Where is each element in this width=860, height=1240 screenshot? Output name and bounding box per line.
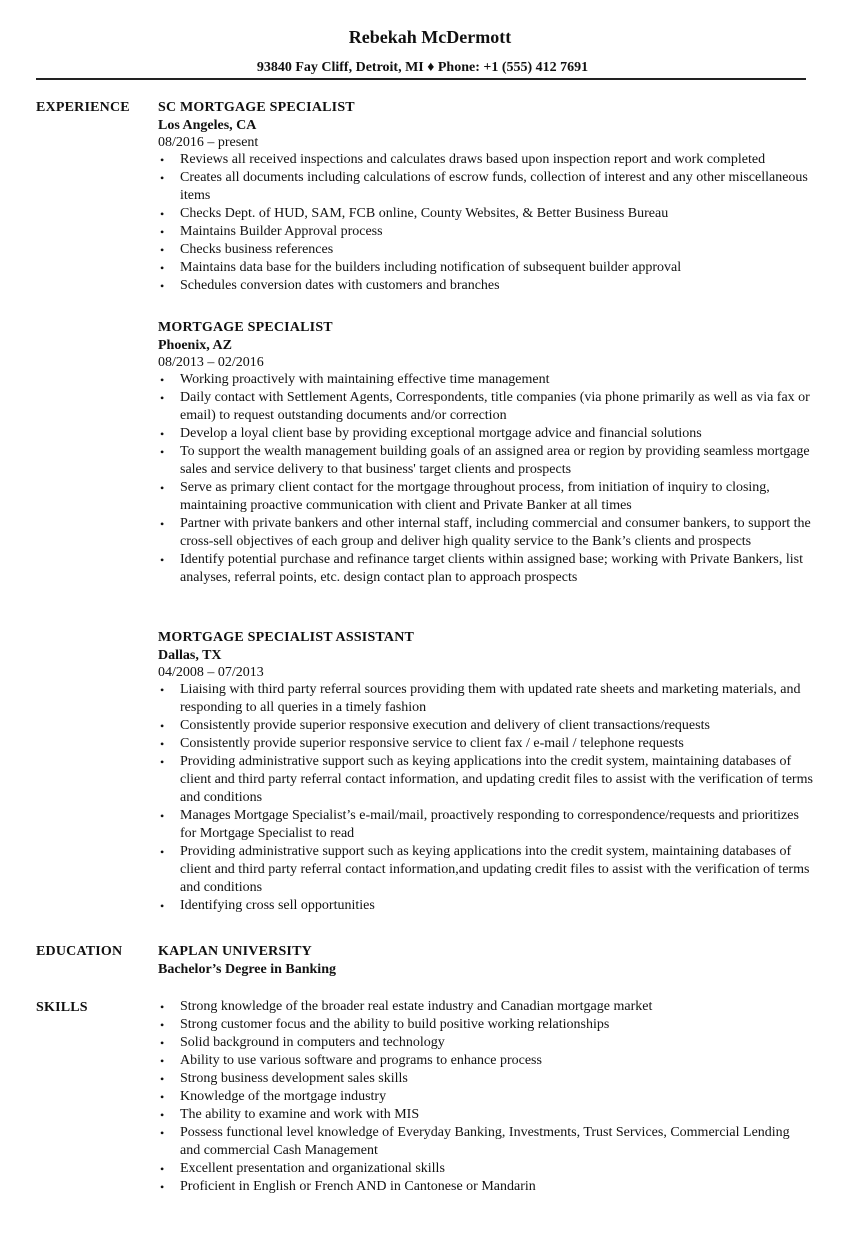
bullet-icon: •	[160, 391, 165, 405]
job-entry	[158, 629, 813, 915]
bullet-icon: •	[160, 207, 165, 221]
education-heading: EDUCATION	[36, 944, 123, 959]
list-item	[158, 753, 813, 807]
bullet-icon: •	[160, 1180, 165, 1194]
bullet-text: Manages Mortgage Specialist’s e-mail/mail, proactively responding to correspondence/requests and prioritizes for Mortgage Specialist to read	[180, 808, 799, 841]
list-item	[158, 515, 813, 551]
bullet-icon: •	[160, 1000, 165, 1014]
skills-list	[158, 998, 813, 1196]
list-item	[158, 1016, 813, 1034]
list-item	[158, 241, 813, 259]
list-item	[158, 1070, 813, 1088]
bullet-icon: •	[160, 1108, 165, 1122]
job-dates: 08/2013 – 02/2016	[158, 355, 264, 370]
list-item	[158, 1034, 813, 1052]
bullet-icon: •	[160, 243, 165, 257]
bullet-icon: •	[160, 845, 165, 859]
bullet-text: Ability to use various software and programs to enhance process	[180, 1053, 542, 1068]
bullet-text: Develop a loyal client base by providing exceptional mortgage advice and financial solutions	[180, 426, 702, 441]
bullet-icon: •	[160, 1126, 165, 1140]
bullet-text: Maintains Builder Approval process	[180, 224, 383, 239]
experience-heading: EXPERIENCE	[36, 100, 130, 115]
list-item	[158, 169, 813, 205]
list-item	[158, 717, 813, 735]
bullet-text: Reviews all received inspections and calculates draws based upon inspection report and work completed	[180, 152, 766, 167]
candidate-name: Rebekah McDermott	[348, 27, 512, 47]
bullet-text: Strong customer focus and the ability to build positive working relationships	[180, 1017, 610, 1032]
list-item	[158, 1178, 813, 1196]
bullet-icon: •	[160, 755, 165, 769]
bullet-icon: •	[160, 373, 165, 387]
bullet-text: Identify potential purchase and refinance target clients within assigned base; working with Private Bankers, list analyses, referral points, etc. design contact plan to approach prospects	[180, 552, 803, 585]
job-entry	[158, 99, 813, 295]
bullet-icon: •	[160, 737, 165, 751]
bullet-icon: •	[160, 1054, 165, 1068]
bullet-icon: •	[160, 719, 165, 733]
bullet-text: Identifying cross sell opportunities	[180, 898, 375, 913]
list-item	[158, 1124, 813, 1160]
bullet-text: Liaising with third party referral sources providing them with updated rate sheets and marketing materials, and responding to all queries in a timely fashion	[180, 682, 801, 715]
bullet-text: Providing administrative support such as keying applications into the credit system, maintaining databases of client and third party referral contact information,and updating credit files to assist with the verification of terms and conditions	[180, 844, 810, 895]
bullet-icon: •	[160, 1162, 165, 1176]
bullet-icon: •	[160, 553, 165, 567]
bullet-text: Checks Dept. of HUD, SAM, FCB online, County Websites, & Better Business Bureau	[180, 206, 669, 221]
bullet-icon: •	[160, 153, 165, 167]
education-entry	[158, 943, 813, 979]
bullet-text: Checks business references	[180, 242, 334, 257]
job-title: SC MORTGAGE SPECIALIST	[158, 100, 355, 115]
list-item	[158, 843, 813, 897]
job-location: Phoenix, AZ	[158, 338, 232, 353]
bullet-text: Working proactively with maintaining effective time management	[180, 372, 550, 387]
list-item	[158, 897, 813, 915]
bullet-icon: •	[160, 225, 165, 239]
bullet-text: Strong knowledge of the broader real estate industry and Canadian mortgage market	[180, 999, 653, 1014]
job-entry	[158, 319, 813, 587]
list-item	[158, 1052, 813, 1070]
list-item	[158, 259, 813, 277]
bullet-text: Possess functional level knowledge of Everyday Banking, Investments, Trust Services, Commercial Lending and commercial Cash Management	[180, 1125, 790, 1158]
job-location: Los Angeles, CA	[158, 118, 257, 133]
bullet-icon: •	[160, 1036, 165, 1050]
bullet-icon: •	[160, 1090, 165, 1104]
bullet-icon: •	[160, 261, 165, 275]
bullet-text: Knowledge of the mortgage industry	[180, 1089, 387, 1104]
list-item	[158, 735, 813, 753]
bullet-icon: •	[160, 481, 165, 495]
skills-entry	[158, 998, 813, 1196]
bullet-text: Serve as primary client contact for the mortgage throughout process, from initiation of inquiry to closing, maintaining proactive communication with client and Private Banker at all times	[180, 480, 770, 513]
bullet-icon: •	[160, 445, 165, 459]
list-item	[158, 1106, 813, 1124]
skills-heading: SKILLS	[36, 1000, 88, 1015]
list-item	[158, 425, 813, 443]
list-item	[158, 205, 813, 223]
bullet-text: The ability to examine and work with MIS	[180, 1107, 420, 1122]
bullet-icon: •	[160, 809, 165, 823]
list-item	[158, 1088, 813, 1106]
bullet-text: Partner with private bankers and other internal staff, including commercial and consumer bankers, to support the cross-sell objectives of each group and deliver high quality service to the Bank’s clients and prospects	[180, 516, 811, 549]
list-item	[158, 681, 813, 717]
list-item	[158, 277, 813, 295]
list-item	[158, 371, 813, 389]
bullet-text: Solid background in computers and technology	[180, 1035, 445, 1050]
bullet-text: Schedules conversion dates with customers and branches	[180, 278, 500, 293]
bullet-icon: •	[160, 427, 165, 441]
bullet-text: Proficient in English or French AND in Cantonese or Mandarin	[180, 1179, 536, 1194]
job-title: MORTGAGE SPECIALIST	[158, 320, 333, 335]
list-item	[158, 151, 813, 169]
header-divider	[36, 78, 806, 80]
list-item	[158, 389, 813, 425]
contact-info: 93840 Fay Cliff, Detroit, MI ♦ Phone: +1 (555) 412 7691	[256, 60, 589, 75]
list-item	[158, 807, 813, 843]
list-item	[158, 223, 813, 241]
bullet-icon: •	[160, 1018, 165, 1032]
job-dates: 08/2016 – present	[158, 135, 259, 150]
bullet-icon: •	[160, 899, 165, 913]
bullet-icon: •	[160, 683, 165, 697]
bullet-text: Creates all documents including calculations of escrow funds, collection of interest and any other miscellaneous items	[180, 170, 808, 203]
bullet-text: Consistently provide superior responsive service to client fax / e-mail / telephone requests	[180, 736, 684, 751]
job-title: MORTGAGE SPECIALIST ASSISTANT	[158, 630, 415, 645]
job-bullets	[158, 151, 813, 295]
list-item	[158, 998, 813, 1016]
bullet-text: Daily contact with Settlement Agents, Correspondents, title companies (via phone primarily as well as via fax or email) to request outstanding documents and/or correction	[180, 390, 810, 423]
list-item	[158, 443, 813, 479]
job-location: Dallas, TX	[158, 648, 222, 663]
bullet-text: Strong business development sales skills	[180, 1071, 408, 1086]
job-bullets	[158, 681, 813, 915]
bullet-icon: •	[160, 279, 165, 293]
bullet-text: Providing administrative support such as keying applications into the credit system, maintaining databases of client and third party referral contact information, and updating credit files to assist with the verification of terms and conditions	[180, 754, 813, 805]
bullet-text: Excellent presentation and organizational skills	[180, 1161, 445, 1176]
list-item	[158, 1160, 813, 1178]
bullet-text: Maintains data base for the builders including notification of subsequent builder approval	[180, 260, 682, 275]
degree: Bachelor’s Degree in Banking	[158, 962, 336, 977]
job-bullets	[158, 371, 813, 587]
job-dates: 04/2008 – 07/2013	[158, 665, 264, 680]
bullet-icon: •	[160, 517, 165, 531]
bullet-text: To support the wealth management building goals of an assigned area or region by providing seamless mortgage sales and service delivery to that business' target clients and prospects	[180, 444, 810, 477]
bullet-text: Consistently provide superior responsive execution and delivery of client transactions/requests	[180, 718, 710, 733]
list-item	[158, 551, 813, 587]
school-name: KAPLAN UNIVERSITY	[158, 944, 312, 959]
bullet-icon: •	[160, 1072, 165, 1086]
bullet-icon: •	[160, 171, 165, 185]
list-item	[158, 479, 813, 515]
